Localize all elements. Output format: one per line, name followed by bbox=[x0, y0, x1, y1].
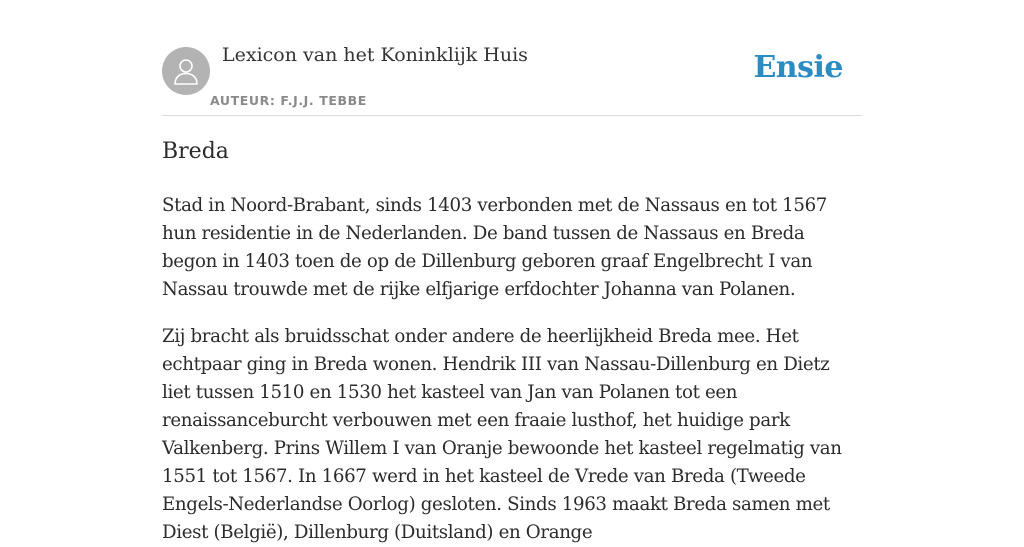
article bbox=[162, 0, 862, 543]
source-title[interactable]: Lexicon van het Koninklijk Huis bbox=[222, 44, 528, 66]
user-silhouette-icon bbox=[172, 56, 200, 86]
article-header bbox=[162, 0, 862, 116]
entry-paragraph-1: Stad in Noord-Brabant, sinds 1403 verbonden met de Nassaus en tot 1567 hun residentie in de Nederlanden. De band tussen de Nassaus en Breda begon in 1403 toen de op de Dillenburg geboren graaf Engelbrecht I van Nassau trouwde met de rijke elfjarige erfdochter Johanna van Polanen. bbox=[162, 195, 828, 300]
entry-title: Breda bbox=[162, 139, 229, 164]
user-avatar-icon[interactable] bbox=[162, 47, 210, 95]
author-byline[interactable]: AUTEUR: F.J.J. TEBBE bbox=[210, 93, 367, 108]
entry-paragraph-2: Zij bracht als bruidsschat onder andere de heerlijkheid Breda mee. Het echtpaar ging in Breda wonen. Hendrik III van Nassau-Dillenburg en Dietz liet tussen 1510 en 1530 het kasteel van Jan van Polanen tot een renaissanceburcht verbouwen met een fraaie lusthof, het huidige park Valkenberg. Prins Willem I van Oranje bewoonde het kasteel regelmatig van 1551 tot 1567. In 1667 werd in het kasteel de Vrede van Breda (Tweede Engels-Nederlandse Oorlog) gesloten. Sinds 1963 maakt Breda samen met Diest (België), Dillenburg (Duitsland) en Orange bbox=[162, 326, 842, 543]
ensie-logo[interactable]: Ensie bbox=[753, 50, 843, 85]
